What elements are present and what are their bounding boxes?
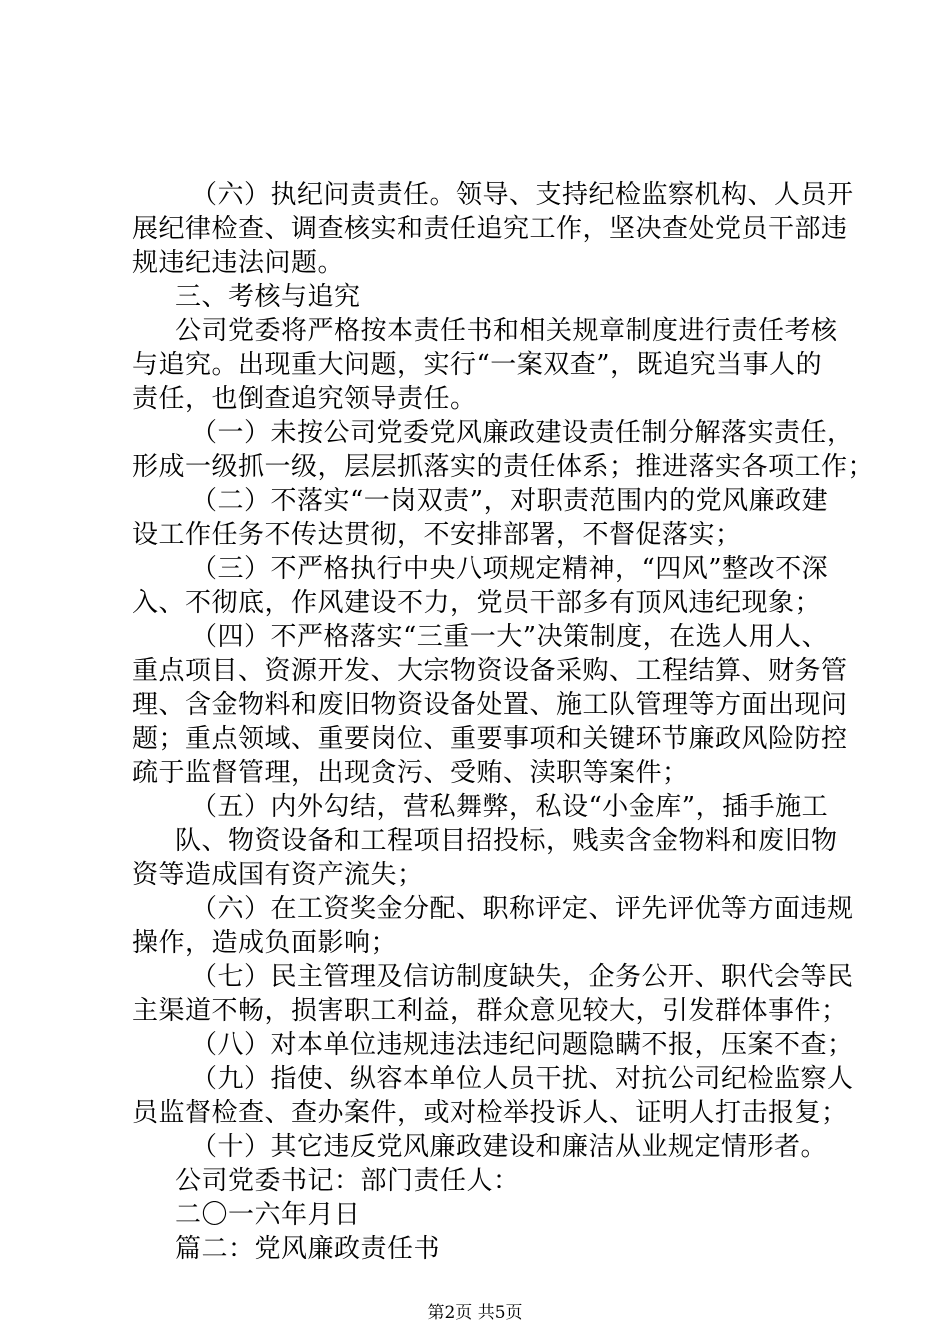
text-line: 规违纪违法问题。 bbox=[132, 248, 345, 278]
section-heading: 三、考核与追究 bbox=[175, 282, 361, 312]
text-line: 形成一级抓一级，层层抓落实的责任体系；推进落实各项工作； bbox=[132, 452, 875, 482]
date-line: 二〇一六年月日 bbox=[175, 1200, 361, 1230]
text-line: （六）执纪问责责任。领导、支持纪检监察机构、人员开 bbox=[191, 180, 854, 210]
text-line: 责任，也倒查追究领导责任。 bbox=[132, 384, 477, 414]
page-footer: 第2页 共5页 bbox=[427, 1303, 523, 1323]
text-line: （一）未按公司党委党风廉政建设责任制分解落实责任， bbox=[191, 418, 854, 448]
text-line: 操作，造成负面影响； bbox=[132, 928, 398, 958]
text-line: （四）不严格落实“三重一大”决策制度，在选人用人、 bbox=[191, 622, 829, 652]
text-line: （八）对本单位违规违法违纪问题隐瞒不报，压案不查； bbox=[191, 1030, 854, 1060]
text-line: 与追究。出现重大问题，实行“一案双查”，既追究当事人的 bbox=[132, 350, 823, 380]
text-line: （十）其它违反党风廉政建设和廉洁从业规定情形者。 bbox=[191, 1132, 828, 1162]
text-line: 疏于监督管理，出现贪污、受贿、渎职等案件； bbox=[132, 758, 689, 788]
text-line: 入、不彻底，作风建设不力，党员干部多有顶风违纪现象； bbox=[132, 588, 822, 618]
text-line: 理、含金物料和废旧物资设备处置、施工队管理等方面出现问 bbox=[132, 690, 848, 720]
text-line: 展纪律检查、调查核实和责任追究工作，坚决查处党员干部违 bbox=[132, 214, 848, 244]
text-line: 公司党委将严格按本责任书和相关规章制度进行责任考核 bbox=[175, 316, 838, 346]
text-line: 队、物资设备和工程项目招投标，贱卖含金物料和废旧物 bbox=[175, 826, 838, 856]
signature-line: 公司党委书记：部门责任人： bbox=[175, 1166, 520, 1196]
text-line: （九）指使、纵容本单位人员干扰、对抗公司纪检监察人 bbox=[191, 1064, 854, 1094]
text-line: （三）不严格执行中央八项规定精神，“四风”整改不深 bbox=[191, 554, 829, 584]
text-line: 设工作任务不传达贯彻，不安排部署，不督促落实； bbox=[132, 520, 742, 550]
text-line: （七）民主管理及信访制度缺失，企务公开、职代会等民 bbox=[191, 962, 854, 992]
text-line: 资等造成国有资产流失； bbox=[132, 860, 424, 890]
text-line: （五）内外勾结，营私舞弊，私设“小金库”，插手施工 bbox=[191, 792, 829, 822]
text-line: 主渠道不畅，损害职工利益，群众意见较大，引发群体事件； bbox=[132, 996, 848, 1026]
text-line: 题；重点领域、重要岗位、重要事项和关键环节廉政风险防控 bbox=[132, 724, 848, 754]
text-line: （六）在工资奖金分配、职称评定、评先评优等方面违规 bbox=[191, 894, 854, 924]
text-line: （二）不落实“一岗双责”，对职责范围内的党风廉政建 bbox=[191, 486, 829, 516]
text-line: 员监督检查、查办案件，或对检举投诉人、证明人打击报复； bbox=[132, 1098, 848, 1128]
text-line: 重点项目、资源开发、大宗物资设备采购、工程结算、财务管 bbox=[132, 656, 848, 686]
chapter-heading: 篇二：党风廉政责任书 bbox=[175, 1234, 441, 1264]
